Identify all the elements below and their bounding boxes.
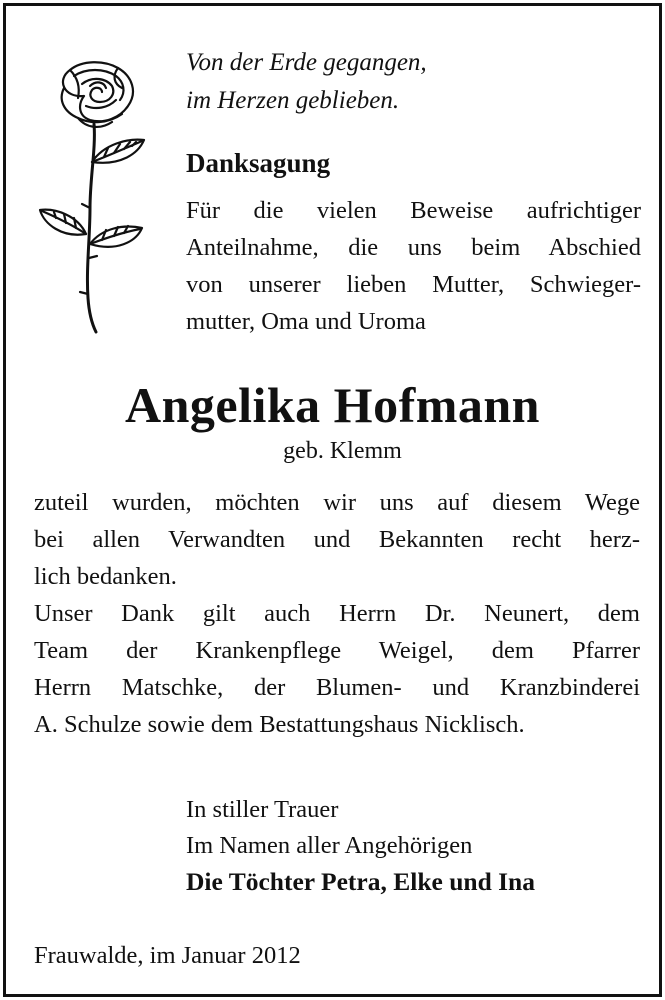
closing-block (186, 792, 535, 900)
body-line: lich bedanken. (34, 563, 177, 590)
intro-paragraph (186, 192, 641, 340)
rose-icon (34, 58, 152, 338)
deceased-name: Angelika Hofmann (124, 377, 540, 433)
intro-line: Anteilnahme, die uns beim Abschied (186, 234, 641, 261)
body-paragraph (34, 484, 640, 743)
body-line: Herrn Matschke, der Blumen- und Kranzbinderei (34, 674, 640, 701)
motto-line: im Herzen geblieben. (186, 87, 400, 114)
place-date: Frauwalde, im Januar 2012 (34, 942, 301, 969)
signature: Die Töchter Petra, Elke und Ina (186, 867, 535, 896)
intro-line: Für die vielen Beweise aufrichtiger (186, 197, 641, 224)
intro-line: mutter, Oma und Uroma (186, 308, 426, 335)
body-line: A. Schulze sowie dem Bestattungshaus Nicklisch. (34, 711, 525, 738)
maiden-name: geb. Klemm (283, 438, 402, 464)
intro-line: von unserer lieben Mutter, Schwieger- (186, 271, 641, 298)
motto-line: Von der Erde gegangen, (186, 49, 427, 76)
body-line: bei allen Verwandten und Bekannten recht herz- (34, 526, 640, 553)
heading: Danksagung (186, 148, 331, 178)
obituary-notice (3, 3, 662, 997)
body-line: Unser Dank gilt auch Herrn Dr. Neunert, dem (34, 600, 640, 627)
body-line: Team der Krankenpflege Weigel, dem Pfarrer (34, 637, 640, 664)
body-line: zuteil wurden, möchten wir uns auf diesem Wege (34, 489, 640, 516)
motto (186, 44, 427, 120)
closing-line: Im Namen aller Angehörigen (186, 832, 473, 859)
closing-line: In stiller Trauer (186, 796, 339, 823)
